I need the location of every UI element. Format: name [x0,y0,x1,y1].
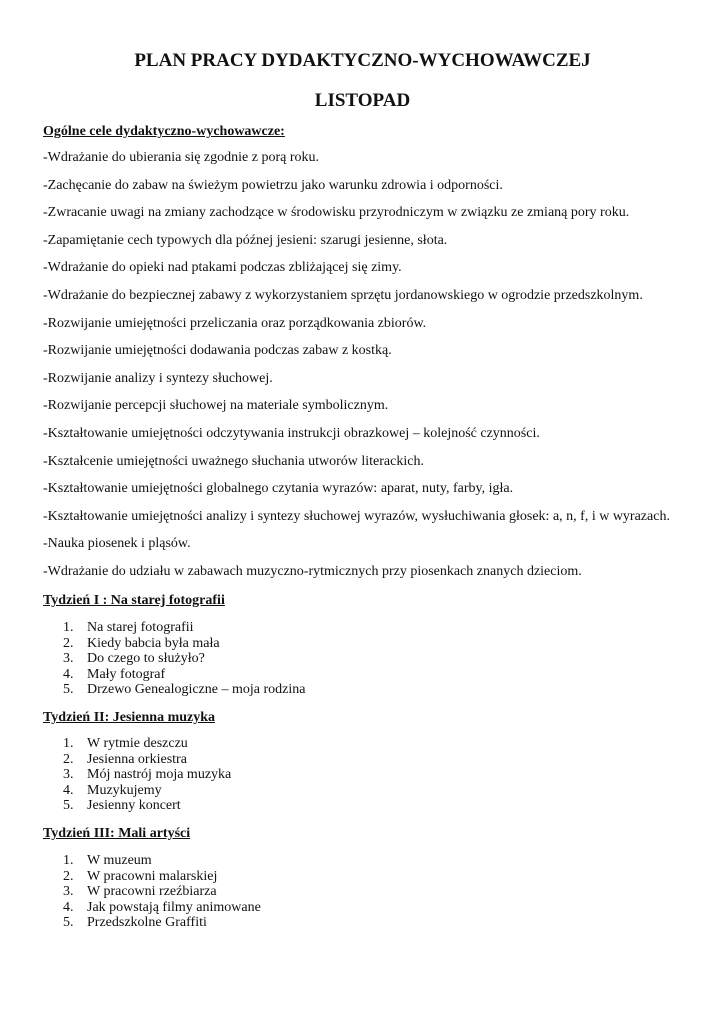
list-item [63,752,231,768]
list-item [63,900,261,916]
list-item [63,853,261,869]
goal-item: -Nauka piosenek i pląsów. [43,536,191,552]
list-item [63,869,261,885]
goals-list [43,148,713,590]
list-item [63,636,305,652]
list-text: Drzewo Genealogiczne – moja rodzina [87,682,306,697]
goal-item: -Zwracanie uwagi na zmiany zachodzące w środowisku przyrodniczym w związku ze zmianą pory roku. [43,205,630,221]
goals-heading: Ogólne cele dydaktyczno-wychowawcze: [43,124,285,139]
goal-item: -Wdrażanie do bezpiecznej zabawy z wykorzystaniem sprzętu jordanowskiego w ogrodzie przedszkolnym. [43,287,643,303]
goal-item: -Kształcenie umiejętności uważnego słuchania utworów literackich. [43,453,424,469]
list-number: 1. [63,853,74,868]
list-item [63,767,231,783]
week-2-list [63,736,231,814]
list-item [63,736,231,752]
list-text: Na starej fotografii [87,620,194,635]
goal-item: -Rozwijanie umiejętności przeliczania oraz porządkowania zbiorów. [43,315,427,331]
week-1-list [63,620,305,698]
list-item [63,651,305,667]
goal-item: -Rozwijanie analizy i syntezy słuchowej. [43,370,273,386]
goal-item: -Rozwijanie umiejętności dodawania podczas zabaw z kostką. [43,343,392,359]
goal-item: -Kształtowanie umiejętności globalnego czytania wyrazów: aparat, nuty, farby, igła. [43,481,514,497]
week-3-list [63,853,261,931]
list-text: Jak powstają filmy animowane [87,899,261,915]
list-number: 5. [63,682,74,697]
goal-item: -Zachęcanie do zabaw na świeżym powietrzu jako warunku zdrowia i odporności. [43,177,503,193]
list-text: Jesienny koncert [87,798,181,813]
list-number: 2. [63,635,74,651]
goal-item: -Kształtowanie umiejętności odczytywania instrukcji obrazkowej – kolejność czynności. [43,425,540,441]
list-number: 1. [63,620,74,635]
list-text: Jesienna orkiestra [87,751,187,767]
list-text: Muzykujemy [87,782,162,798]
list-item [63,915,261,931]
list-item [63,783,231,799]
list-text: Do czego to służyło? [87,651,205,666]
list-number: 4. [63,899,74,915]
list-item [63,620,305,636]
list-number: 2. [63,751,74,767]
goal-item: -Wdrażanie do opieki nad ptakami podczas zbliżającej się zimy. [43,260,402,276]
list-text: Przedszkolne Graffiti [87,915,207,930]
list-item [63,682,305,698]
list-text: W muzeum [87,853,152,868]
list-text: W pracowni malarskiej [87,868,218,884]
list-item [63,798,231,814]
list-text: W pracowni rzeźbiarza [87,884,217,899]
list-number: 5. [63,915,74,930]
goal-item: -Wdrażanie do udziału w zabawach muzyczno-rytmicznych przy piosenkach znanych dzieciom. [43,563,582,579]
list-number: 3. [63,767,74,782]
list-number: 4. [63,782,74,798]
list-text: W rytmie deszczu [87,736,188,751]
goal-item: -Zapamiętanie cech typowych dla późnej jesieni: szarugi jesienne, słota. [43,232,448,248]
list-text: Mały fotograf [87,666,166,682]
goal-item: -Kształtowanie umiejętności analizy i syntezy słuchowej wyrazów, wysłuchiwania głosek: a, n, f, i w wyrazach. [43,508,670,524]
list-text: Kiedy babcia była mała [87,635,220,651]
week-3-heading: Tydzień III: Mali artyści [43,826,191,841]
goal-item: -Rozwijanie percepcji słuchowej na materiale symbolicznym. [43,398,389,414]
list-number: 1. [63,736,74,751]
list-number: 2. [63,868,74,884]
month-title: LISTOPAD [314,90,411,111]
week-2-heading: Tydzień II: Jesienna muzyka [43,710,216,725]
list-number: 3. [63,884,74,899]
list-number: 5. [63,798,74,813]
goal-item: -Wdrażanie do ubierania się zgodnie z porą roku. [43,150,319,165]
list-number: 4. [63,666,74,682]
list-item [63,667,305,683]
week-1-heading: Tydzień I : Na starej fotografii [43,593,225,608]
page-title: PLAN PRACY DYDAKTYCZNO-WYCHOWAWCZEJ [134,50,591,71]
list-text: Mój nastrój moja muzyka [87,767,232,782]
list-number: 3. [63,651,74,666]
list-item [63,884,261,900]
